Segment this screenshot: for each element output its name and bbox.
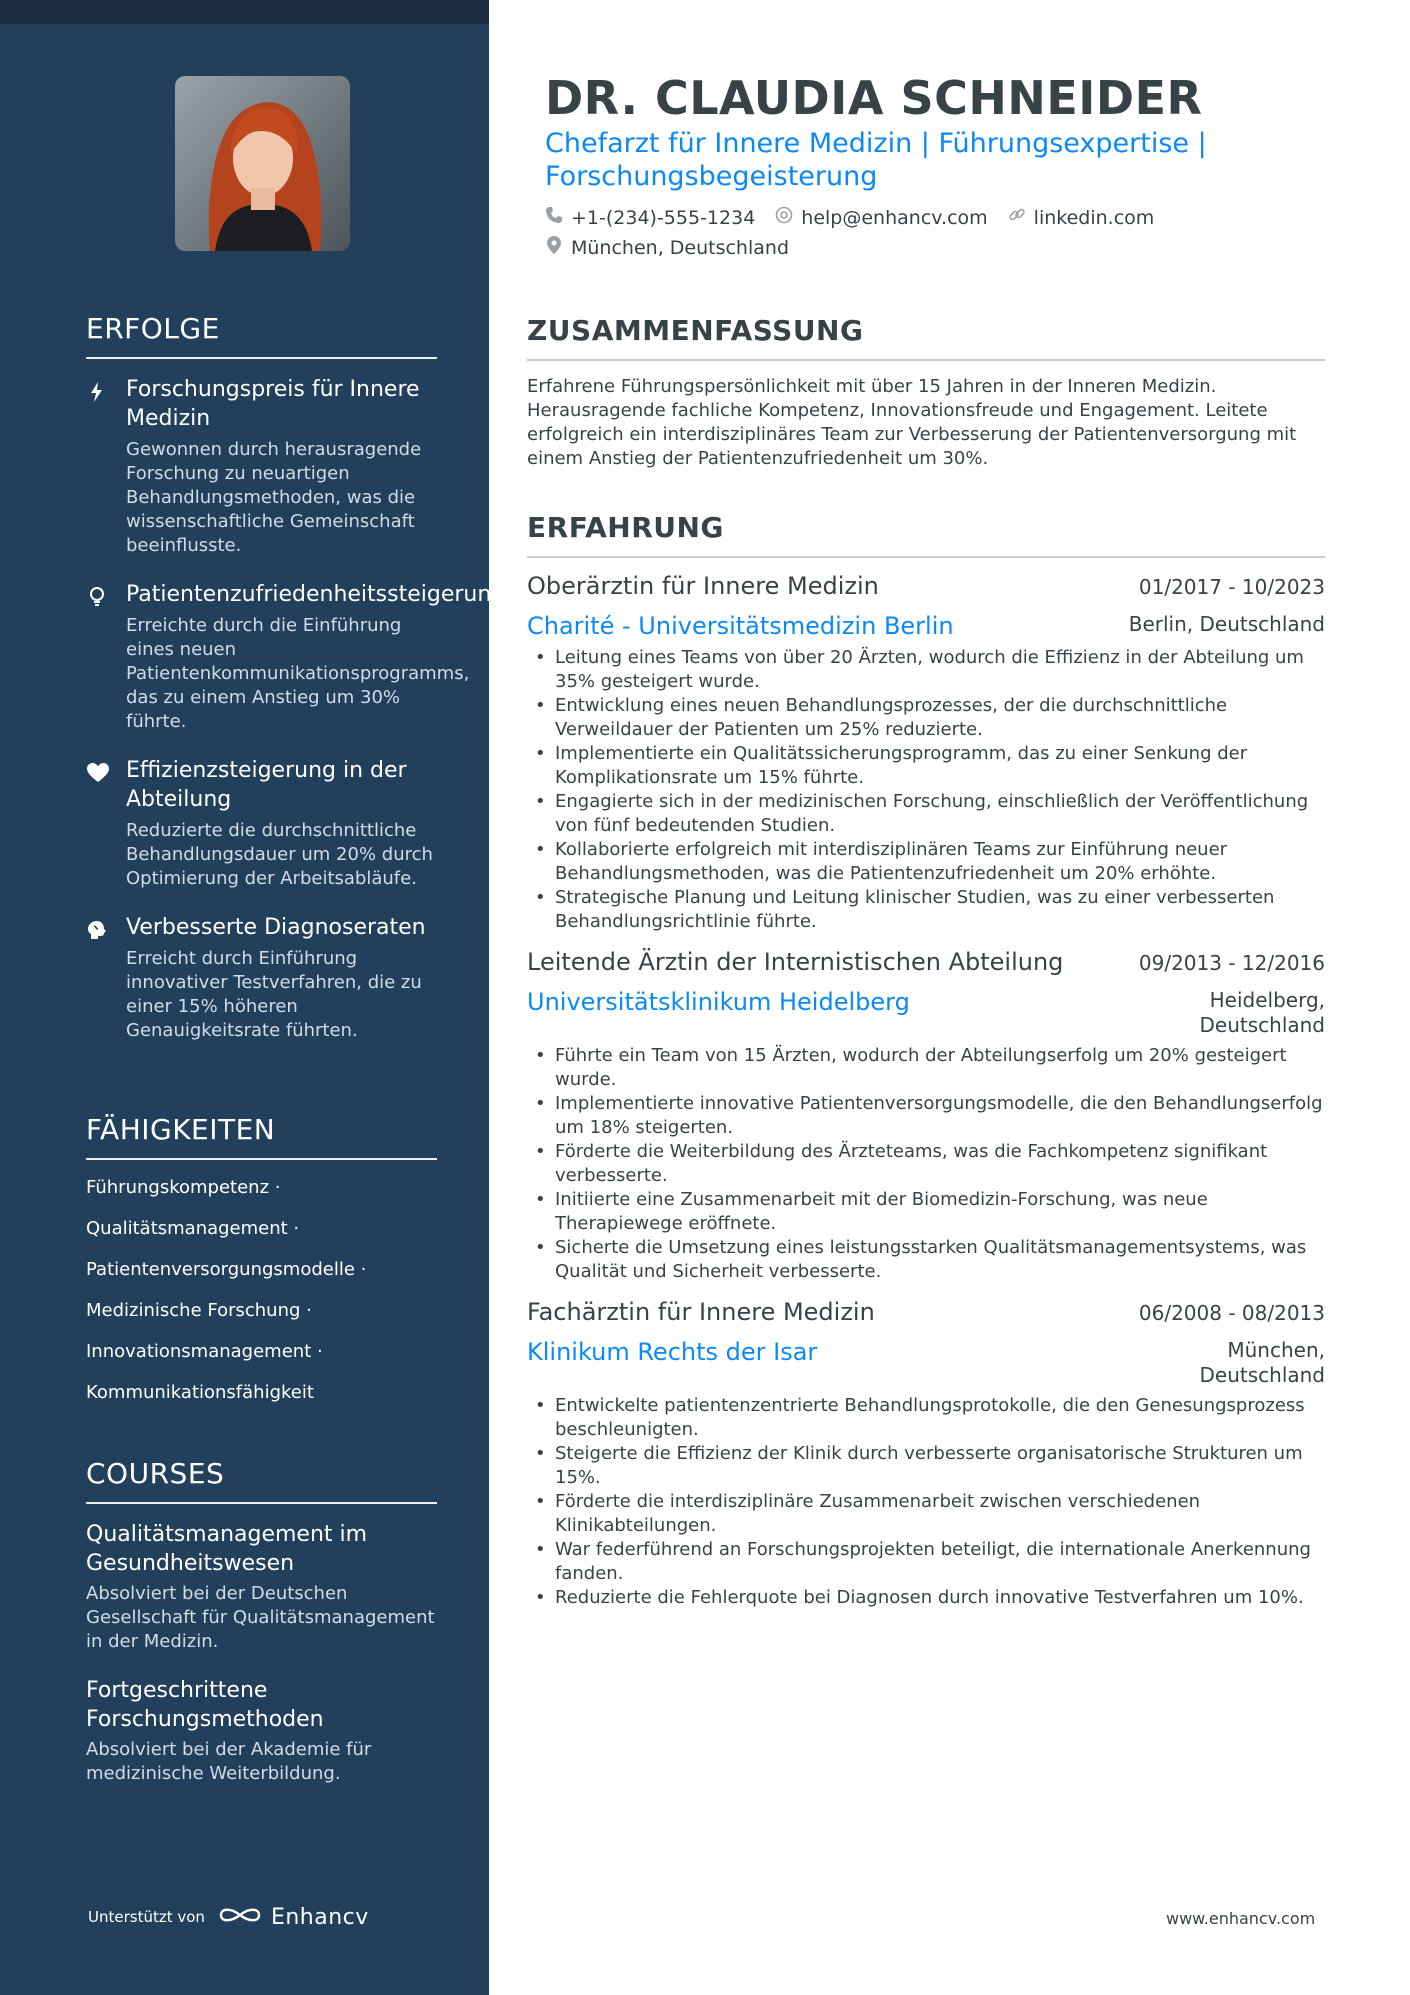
course-item	[86, 1520, 437, 1654]
course-desc: Absolviert bei der Akademie für medizinische Weiterbildung.	[86, 1739, 372, 1784]
achievement-item	[86, 580, 506, 734]
skill-item: Medizinische Forschung ·	[86, 1300, 312, 1321]
lightbulb-icon	[86, 586, 108, 608]
job-dates: 01/2017 - 10/2023	[1138, 575, 1325, 599]
contact-info	[545, 206, 1305, 266]
job-bullet: • Initiierte eine Zusammenarbeit mit der Biomedizin-Forschung, was neue Therapiewege eröffnete.	[555, 1188, 1325, 1236]
job-bullet: • War federführend an Forschungsprojekten beteiligt, die internationale Anerkennung fanden.	[555, 1538, 1325, 1586]
job-bullet: • Implementierte ein Qualitätssicherungsprogramm, das zu einer Senkung der Komplikationsrate um 15% führte.	[555, 742, 1325, 790]
course-desc: Absolviert bei der Deutschen Gesellschaft für Qualitätsmanagement in der Medizin.	[86, 1583, 435, 1652]
achievement-title: Patientenzufriedenheitssteigerung	[126, 582, 506, 607]
job-company: Klinikum Rechts der Isar	[527, 1338, 818, 1366]
linkedin-text: linkedin.com	[1033, 206, 1155, 229]
sidebar-top-bar	[0, 0, 489, 24]
skills-section	[86, 1113, 437, 1422]
location-contact	[545, 235, 789, 260]
job-bullet: • Sicherte die Umsetzung eines leistungsstarken Qualitätsmanagementsystems, was Qualität und Sicherheit verbesserte.	[555, 1236, 1325, 1284]
summary-title: ZUSAMMENFASSUNG	[527, 314, 1325, 361]
job-dates: 06/2008 - 08/2013	[1138, 1301, 1325, 1325]
email-contact[interactable]	[775, 206, 987, 229]
enhancv-brand[interactable]: Enhancv	[270, 1904, 369, 1930]
job-bullet: • Leitung eines Teams von über 20 Ärzten, wodurch die Effizienz in der Abteilung um 35% gesteigert wurde.	[555, 646, 1325, 694]
brain-icon	[86, 919, 108, 941]
job-bullet: • Führte ein Team von 15 Ärzten, wodurch der Abteilungserfolg um 20% gesteigert wurde.	[555, 1044, 1325, 1092]
experience-section	[527, 511, 1325, 1624]
achievement-title: Effizienzsteigerung in der Abteilung	[126, 758, 407, 812]
job-entry	[527, 948, 1325, 1284]
bolt-icon	[86, 381, 108, 403]
achievement-desc: Gewonnen durch herausragende Forschung zu neuartigen Behandlungsmethoden, was die wissenschaftliche Gemeinschaft beeinflusste.	[126, 439, 422, 556]
headline: Chefarzt für Innere Medizin | Führungsexpertise | Forschungsbegeisterung	[545, 128, 1207, 192]
job-bullet: • Förderte die Weiterbildung des Ärzteteams, was die Fachkompetenz signifikant verbesserte.	[555, 1140, 1325, 1188]
achievements-section	[86, 312, 506, 1065]
summary-text: Erfahrene Führungspersönlichkeit mit über 15 Jahren in der Inneren Medizin. Herausragende fachliche Kompetenz, Innovationsfreude und Engagement. Leitete erfolgreich ein interdisziplinäres Team zur Verbesserung der Patientenversorgung mit einem Anstieg der Patientenzufriedenheit um 30%.	[527, 376, 1297, 469]
powered-by-label: Unterstützt von	[88, 1908, 205, 1926]
achievement-desc: Erreicht durch Einführung innovativer Testverfahren, die zu einer 15% höheren Genauigkeitsrate führten.	[126, 948, 422, 1041]
job-dates: 09/2013 - 12/2016	[1138, 951, 1325, 975]
job-title: Fachärztin für Innere Medizin	[527, 1298, 875, 1326]
location-pin-icon	[545, 235, 571, 260]
job-bullet: • Implementierte innovative Patientenversorgungsmodelle, die den Behandlungserfolg um 18% steigerten.	[555, 1092, 1325, 1140]
achievement-title: Forschungspreis für Innere Medizin	[126, 377, 420, 431]
at-icon	[775, 206, 801, 229]
job-location: München, Deutschland	[1199, 1338, 1325, 1387]
course-title: Qualitätsmanagement im Gesundheitswesen	[86, 1522, 368, 1576]
achievement-title: Verbesserte Diagnoseraten	[126, 915, 426, 940]
profile-photo	[175, 76, 350, 251]
achievements-title: ERFOLGE	[86, 312, 437, 359]
job-company: Charité - Universitätsmedizin Berlin	[527, 612, 954, 640]
achievement-item	[86, 913, 437, 1043]
courses-section	[86, 1457, 437, 1808]
job-bullet: • Entwickelte patientenzentrierte Behandlungsprotokolle, die den Genesungsprozess beschleunigten.	[555, 1394, 1325, 1442]
email-text: help@enhancv.com	[801, 206, 988, 229]
phone-icon	[545, 206, 571, 229]
course-title: Fortgeschrittene Forschungsmethoden	[86, 1678, 324, 1732]
phone-text: +1-(234)-555-1234	[571, 206, 756, 229]
footer-url[interactable]: www.enhancv.com	[1166, 1909, 1316, 1928]
achievement-item	[86, 375, 437, 558]
job-bullet: • Reduzierte die Fehlerquote bei Diagnosen durch innovative Testverfahren um 10%.	[555, 1586, 1325, 1610]
achievement-desc: Reduzierte die durchschnittliche Behandlungsdauer um 20% durch Optimierung der Arbeitsabläufe.	[126, 820, 433, 889]
powered-by	[88, 1903, 369, 1931]
phone-contact[interactable]	[545, 206, 755, 229]
job-company: Universitätsklinikum Heidelberg	[527, 988, 910, 1016]
courses-title: COURSES	[86, 1457, 437, 1504]
skill-item: Innovationsmanagement ·	[86, 1341, 323, 1362]
achievement-item	[86, 756, 437, 891]
job-title: Oberärztin für Innere Medizin	[527, 572, 879, 600]
enhancv-logo-icon	[217, 1903, 263, 1931]
skills-title: FÄHIGKEITEN	[86, 1113, 437, 1160]
job-bullets	[527, 1044, 1325, 1284]
achievement-desc: Erreichte durch die Einführung eines neuen Patientenkommunikationsprogramms, das zu einem Anstieg um 30% führte.	[126, 615, 470, 732]
heart-icon	[86, 762, 108, 784]
sidebar	[0, 0, 506, 1995]
job-bullets	[527, 1394, 1325, 1610]
experience-title: ERFAHRUNG	[527, 511, 1325, 558]
linkedin-contact[interactable]	[1008, 206, 1155, 229]
course-item	[86, 1676, 437, 1786]
skill-item: Patientenversorgungsmodelle ·	[86, 1259, 367, 1280]
job-location: Berlin, Deutschland	[1128, 612, 1325, 636]
person-name: DR. CLAUDIA SCHNEIDER	[545, 71, 1203, 125]
job-bullet: • Steigerte die Effizienz der Klinik durch verbesserte organisatorische Strukturen um 15%.	[555, 1442, 1325, 1490]
job-bullet: • Strategische Planung und Leitung klinischer Studien, was zu einer verbesserten Behandlungsrichtlinie führte.	[555, 886, 1325, 934]
summary-section	[527, 314, 1325, 471]
job-entry	[527, 572, 1325, 934]
job-bullet: • Kollaborierte erfolgreich mit interdisziplinären Teams zur Einführung neuer Behandlungsmethoden, was die Patientenzufriedenheit um 20% erhöhte.	[555, 838, 1325, 886]
job-bullet: • Engagierte sich in der medizinischen Forschung, einschließlich der Veröffentlichung von fünf bedeutenden Studien.	[555, 790, 1325, 838]
skill-item: Qualitätsmanagement ·	[86, 1218, 300, 1239]
job-bullets	[527, 646, 1325, 934]
job-bullet: • Entwicklung eines neuen Behandlungsprozesses, der die durchschnittliche Verweildauer der Patienten um 25% reduzierte.	[555, 694, 1325, 742]
job-title: Leitende Ärztin der Internistischen Abteilung	[527, 948, 1064, 976]
location-text: München, Deutschland	[571, 236, 789, 259]
job-location: Heidelberg, Deutschland	[1199, 988, 1325, 1037]
skill-item: Führungskompetenz ·	[86, 1177, 281, 1198]
link-icon	[1008, 206, 1034, 229]
job-bullet: • Förderte die interdisziplinäre Zusammenarbeit zwischen verschiedenen Klinikabteilungen.	[555, 1490, 1325, 1538]
job-entry	[527, 1298, 1325, 1610]
skill-item: Kommunikationsfähigkeit	[86, 1382, 314, 1403]
